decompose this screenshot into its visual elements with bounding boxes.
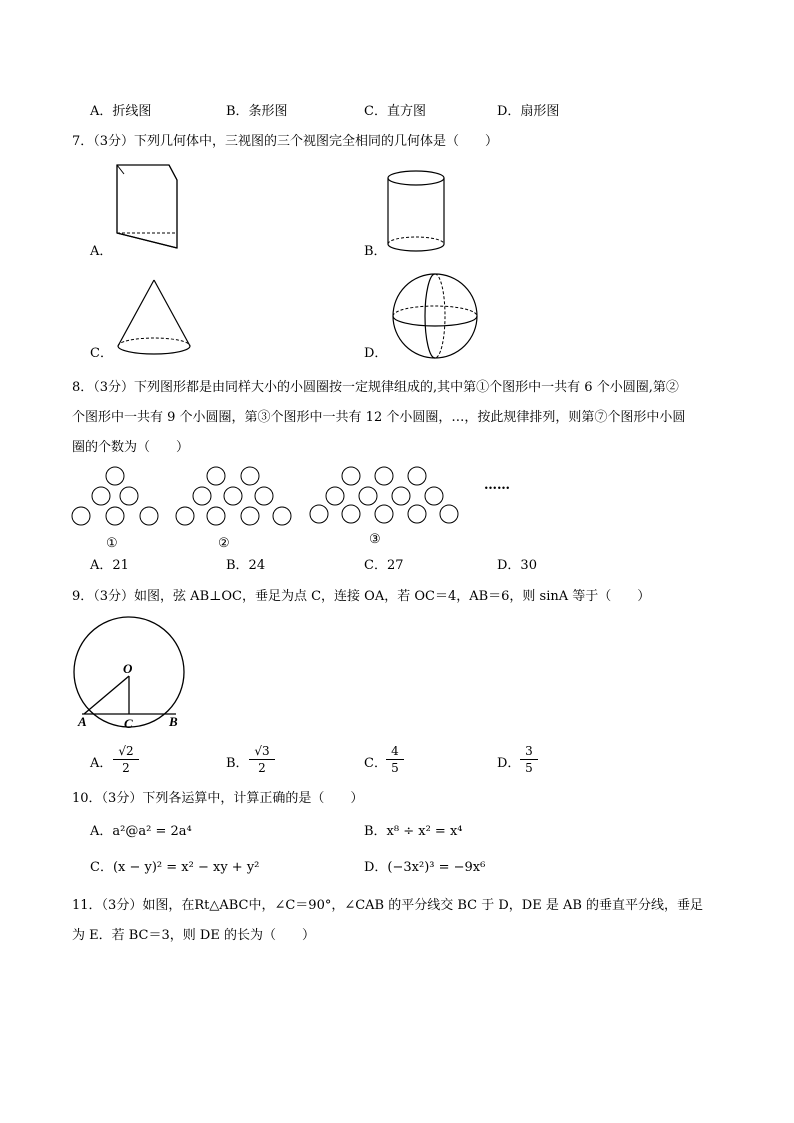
point-c-label: C [124,716,133,731]
q8-option-d: D．30 [497,558,537,573]
q8-option-c: C．27 [364,558,404,573]
q6-option-a: A．折线图 [90,104,152,119]
q7-option-d: D． [364,346,388,361]
q9-stem: 9．（3分）如图，弦 AB⊥OC，垂足为点 C，连接 OA，若 OC＝4，AB＝6，则 sinA 等于（ ） [72,589,651,604]
circle-pattern-3 [307,464,463,528]
q9-option-d-numerator: 3 [525,744,533,758]
q9-option-b-denominator: 2 [258,761,266,775]
q9-option-a-letter: A． [90,756,113,771]
q10-option-a: A．a²@a² = 2a⁴ [90,824,192,839]
sphere-figure [390,271,480,361]
figure-label-1: ① [106,536,118,551]
triangular-prism-figure [112,160,182,250]
q7-stem: 7．（3分）下列几何体中，三视图的三个视图完全相同的几何体是（ ） [72,134,499,149]
q6-option-b: B．条形图 [226,104,288,119]
q10-option-d: D．(−3x²)³ = −9x⁶ [364,860,486,875]
circle-pattern-1 [70,466,160,530]
q10-stem: 10．（3分）下列各运算中，计算正确的是（ ） [72,791,364,806]
q8-stem-line3: 圈的个数为（ ） [72,440,190,455]
q10-option-b: B．x⁸ ÷ x² = x⁴ [364,824,463,839]
q10-option-c: C．(x − y)² = x² − xy + y² [90,860,260,875]
q9-option-a-fraction [113,744,139,775]
point-o-label: O [123,661,133,676]
q8-stem-line1: 8．（3分）下列图形都是由同样大小的小圆圈按一定规律组成的,其中第①个图形中一共有 6 个小圆圈,第② [72,380,679,395]
q8-stem-line2: 个图形中一共有 9 个小圆圈，第③个图形中一共有 12 个小圆圈，…，按此规律排列，则第⑦个图形中小圆 [72,410,686,425]
q9-option-a-denominator: 2 [122,761,130,775]
q9-option-c-fraction [386,744,404,775]
q7-option-c: C． [90,346,113,361]
point-b-label: B [169,714,178,729]
q9-option-d-denominator: 5 [525,761,533,775]
q9-option-d-letter: D． [497,756,521,771]
q7-option-b: B． [364,244,387,259]
q6-option-d: D．扇形图 [497,104,560,119]
q9-option-c-letter: C． [364,756,387,771]
figure-label-2: ② [218,536,230,551]
pattern-ellipsis: …… [484,478,510,493]
q8-option-b: B．24 [226,558,266,573]
q11-stem-line1: 11．（3分）如图，在Rt△ABC中，∠C＝90°，∠CAB 的平分线交 BC 于 D，DE 是 AB 的垂直平分线，垂足 [72,898,704,913]
cone-figure [114,278,194,358]
q6-option-c: C．直方图 [364,104,426,119]
figure-label-3: ③ [369,532,381,547]
q9-option-d-fraction [520,744,538,775]
circle-pattern-2 [174,466,294,530]
q7-option-a: A． [90,244,113,259]
point-a-label: A [78,714,87,729]
q9-option-b-letter: B． [226,756,249,771]
q9-option-c-numerator: 4 [391,744,399,758]
q11-stem-line2: 为 E．若 BC＝3，则 DE 的长为（ ） [72,928,315,943]
q9-option-c-denominator: 5 [391,761,399,775]
q9-option-b-numerator: √3 [254,744,270,758]
cylinder-figure [385,168,447,256]
circle-chord-diagram [70,614,190,734]
q9-option-b-fraction [249,744,275,775]
q9-option-a-numerator: √2 [118,744,134,758]
q8-option-a: A．21 [90,558,129,573]
